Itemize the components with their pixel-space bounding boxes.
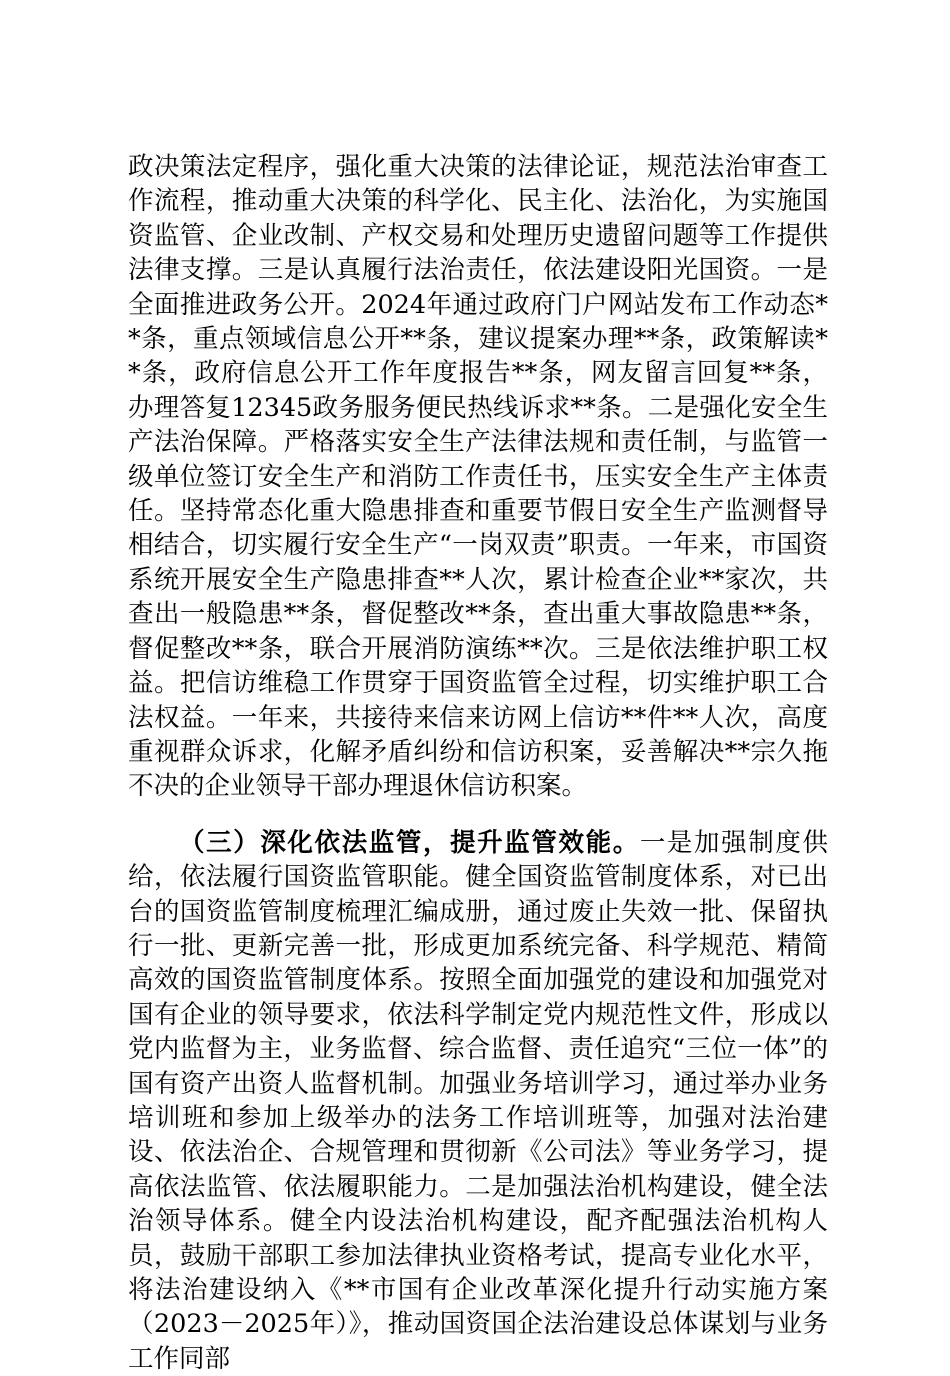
section-paragraph [128,826,828,1376]
section-heading: （三）深化依法监管，提升监管效能。 [179,827,640,858]
body-paragraph: 政决策法定程序，强化重大决策的法律论证，规范法治审查工作流程，推动重大决策的科学化、民主化、法治化，为实施国资监管、企业改制、产权交易和处理历史遗留问题等工作提供法律支撑。三是认真履行法治责任，依法建设阳光国资。一是全面推进政务公开。2024年通过政府门户网站发布工作动态**条，重点领域信息公开**条，建议提案办理**条，政策解读**条，政府信息公开工作年度报告**条，网友留言回复**条，办理答复12345政务服务便民热线诉求**条。二是强化安全生产法治保障。严格落实安全生产法律法规和责任制，与监管一级单位签订安全生产和消防工作责任书，压实安全生产主体责任。坚持常态化重大隐患排查和重要节假日安全生产监测督导相结合，切实履行安全生产“一岗双责”职责。一年来，市国资系统开展安全生产隐患排查**人次，累计检查企业**家次，共查出一般隐患**条，督促整改**条，查出重大事故隐患**条，督促整改**条，联合开展消防演练**次。三是依法维护职工权益。把信访维稳工作贯穿于国资监管全过程，切实维护职工合法权益。一年来，共接待来信来访网上信访**件**人次，高度重视群众诉求，化解矛盾纠纷和信访积案，妥善解决**宗久拖不决的企业领导干部办理退休信访积案。 [128,152,828,802]
section-body-text: 一是加强制度供给，依法履行国资监管职能。健全国资监管制度体系，对已出台的国资监管制度梳理汇编成册，通过废止失效一批、保留执行一批、更新完善一批，形成更加系统完备、科学规范、精简高效的国资监管制度体系。按照全面加强党的建设和加强党对国有企业的领导要求，依法科学制定党内规范性文件，形成以党内监督为主，业务监督、综合监督、责任追究“三位一体”的国有资产出资人监督机制。加强业务培训学习，通过举办业务培训班和参加上级举办的法务工作培训班等，加强对法治建设、依法治企、合规管理和贯彻新《公司法》等业务学习，提高依法监管、依法履职能力。二是加强法治机构建设，健全法治领导体系。健全内设法治机构建设，配齐配强法治机构人员，鼓励干部职工参加法律执业资格考试，提高专业化水平，将法治建设纳入《**市国有企业改革深化提升行动实施方案（2023－2025年）》，推动国资国企法治建设总体谋划与业务工作同部 [128,827,828,1374]
document-page [128,150,828,1376]
